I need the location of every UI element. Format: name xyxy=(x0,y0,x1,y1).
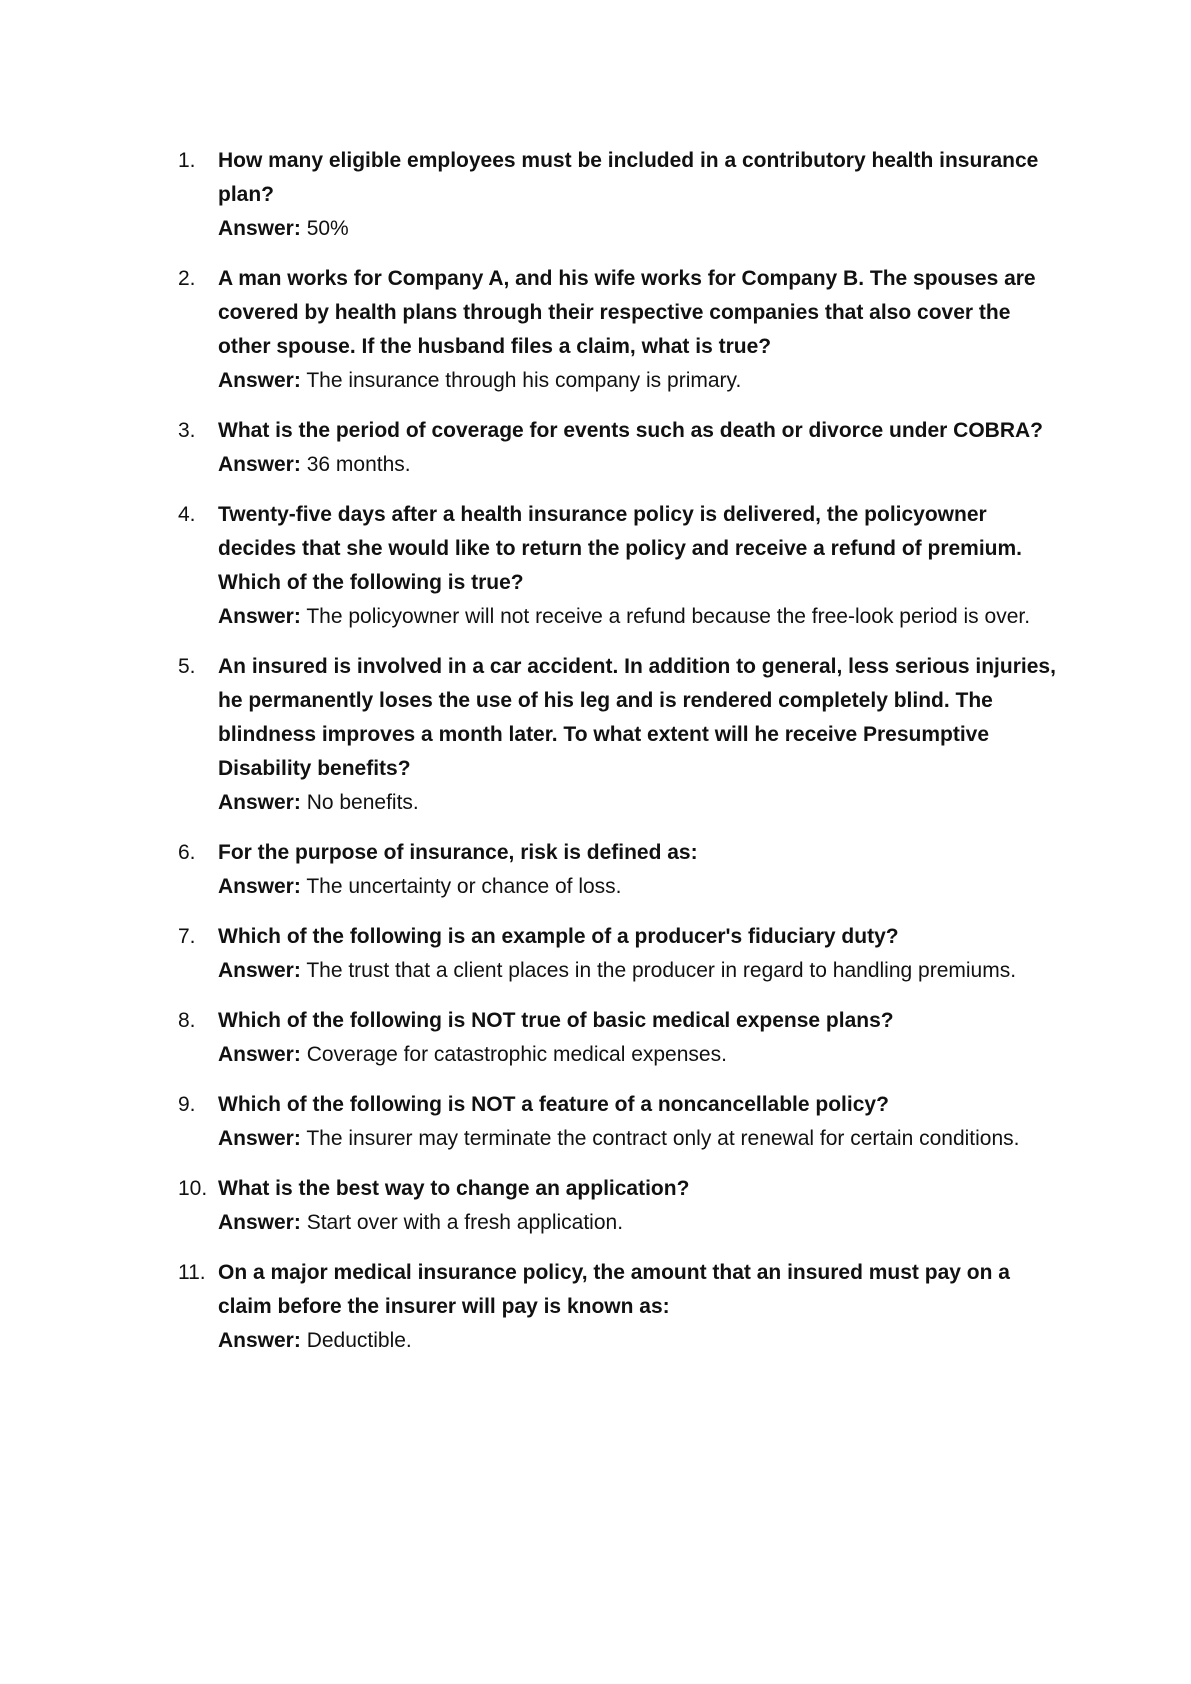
qa-item xyxy=(178,144,1058,246)
answer-line xyxy=(218,954,1058,988)
answer-line xyxy=(218,1038,1058,1072)
answer-line xyxy=(218,364,1058,398)
question-text: What is the best way to change an application? xyxy=(218,1177,690,1200)
question-number: 8. xyxy=(178,1009,196,1032)
answer-text: 36 months. xyxy=(306,453,411,476)
answer-text: The insurance through his company is primary. xyxy=(306,369,742,392)
qa-item xyxy=(178,836,1058,904)
question-text: Which of the following is an example of a producer's fiduciary duty? xyxy=(218,925,899,948)
qa-item xyxy=(178,1172,1058,1240)
question-number: 7. xyxy=(178,925,196,948)
answer-label: Answer: xyxy=(218,1127,301,1150)
question-number: 9. xyxy=(178,1093,196,1116)
question-text: Twenty-five days after a health insurance policy is delivered, the policyowner decides that she would like to return the policy and receive a refund of premium. Which of the following is true? xyxy=(218,503,1023,594)
question-number: 6. xyxy=(178,841,196,864)
answer-label: Answer: xyxy=(218,959,301,982)
question-number: 3. xyxy=(178,419,196,442)
answer-label: Answer: xyxy=(218,791,301,814)
qa-item xyxy=(178,1256,1058,1358)
answer-text: Deductible. xyxy=(306,1329,412,1352)
answer-line xyxy=(218,786,1058,820)
answer-line xyxy=(218,1206,1058,1240)
answer-line xyxy=(218,212,1058,246)
answer-text: No benefits. xyxy=(306,791,419,814)
answer-line xyxy=(218,870,1058,904)
question-text: What is the period of coverage for events such as death or divorce under COBRA? xyxy=(218,419,1043,442)
answer-line xyxy=(218,448,1058,482)
qa-item xyxy=(178,1088,1058,1156)
answer-line xyxy=(218,1324,1058,1358)
question-number: 10. xyxy=(178,1177,208,1200)
question-number: 2. xyxy=(178,267,196,290)
question-text: Which of the following is NOT true of basic medical expense plans? xyxy=(218,1009,894,1032)
answer-text: Start over with a fresh application. xyxy=(306,1211,624,1234)
answer-label: Answer: xyxy=(218,453,301,476)
answer-line xyxy=(218,600,1058,634)
answer-text: Coverage for catastrophic medical expenses. xyxy=(306,1043,727,1066)
question-text: An insured is involved in a car accident. In addition to general, less serious injuries, he permanently loses the use of his leg and is rendered completely blind. The blindness improves a month later. To what extent will he receive Presumptive Disability benefits? xyxy=(218,655,1056,780)
answer-text: 50% xyxy=(306,217,349,240)
answer-label: Answer: xyxy=(218,605,301,628)
answer-label: Answer: xyxy=(218,1211,301,1234)
qa-item xyxy=(178,262,1058,398)
question-text: How many eligible employees must be included in a contributory health insurance plan? xyxy=(218,149,1039,206)
qa-item xyxy=(178,650,1058,820)
question-text: Which of the following is NOT a feature of a noncancellable policy? xyxy=(218,1093,889,1116)
answer-label: Answer: xyxy=(218,1043,301,1066)
question-number: 11. xyxy=(178,1261,206,1284)
answer-text: The policyowner will not receive a refund because the free-look period is over. xyxy=(306,605,1031,628)
answer-label: Answer: xyxy=(218,875,301,898)
answer-text: The trust that a client places in the producer in regard to handling premiums. xyxy=(306,959,1017,982)
answer-text: The insurer may terminate the contract only at renewal for certain conditions. xyxy=(306,1127,1020,1150)
question-number: 4. xyxy=(178,503,196,526)
question-number: 1. xyxy=(178,149,196,172)
question-text: For the purpose of insurance, risk is defined as: xyxy=(218,841,698,864)
answer-text: The uncertainty or chance of loss. xyxy=(306,875,622,898)
answer-label: Answer: xyxy=(218,1329,301,1352)
qa-item xyxy=(178,498,1058,634)
qa-item xyxy=(178,920,1058,988)
question-text: A man works for Company A, and his wife works for Company B. The spouses are covered by health plans through their respective companies that also cover the other spouse. If the husband files a claim, what is true? xyxy=(218,267,1036,358)
answer-label: Answer: xyxy=(218,369,301,392)
answer-label: Answer: xyxy=(218,217,301,240)
qa-list xyxy=(178,144,1058,1374)
question-text: On a major medical insurance policy, the amount that an insured must pay on a claim before the insurer will pay is known as: xyxy=(218,1261,1010,1318)
question-number: 5. xyxy=(178,655,196,678)
answer-line xyxy=(218,1122,1058,1156)
qa-item xyxy=(178,1004,1058,1072)
qa-item xyxy=(178,414,1058,482)
